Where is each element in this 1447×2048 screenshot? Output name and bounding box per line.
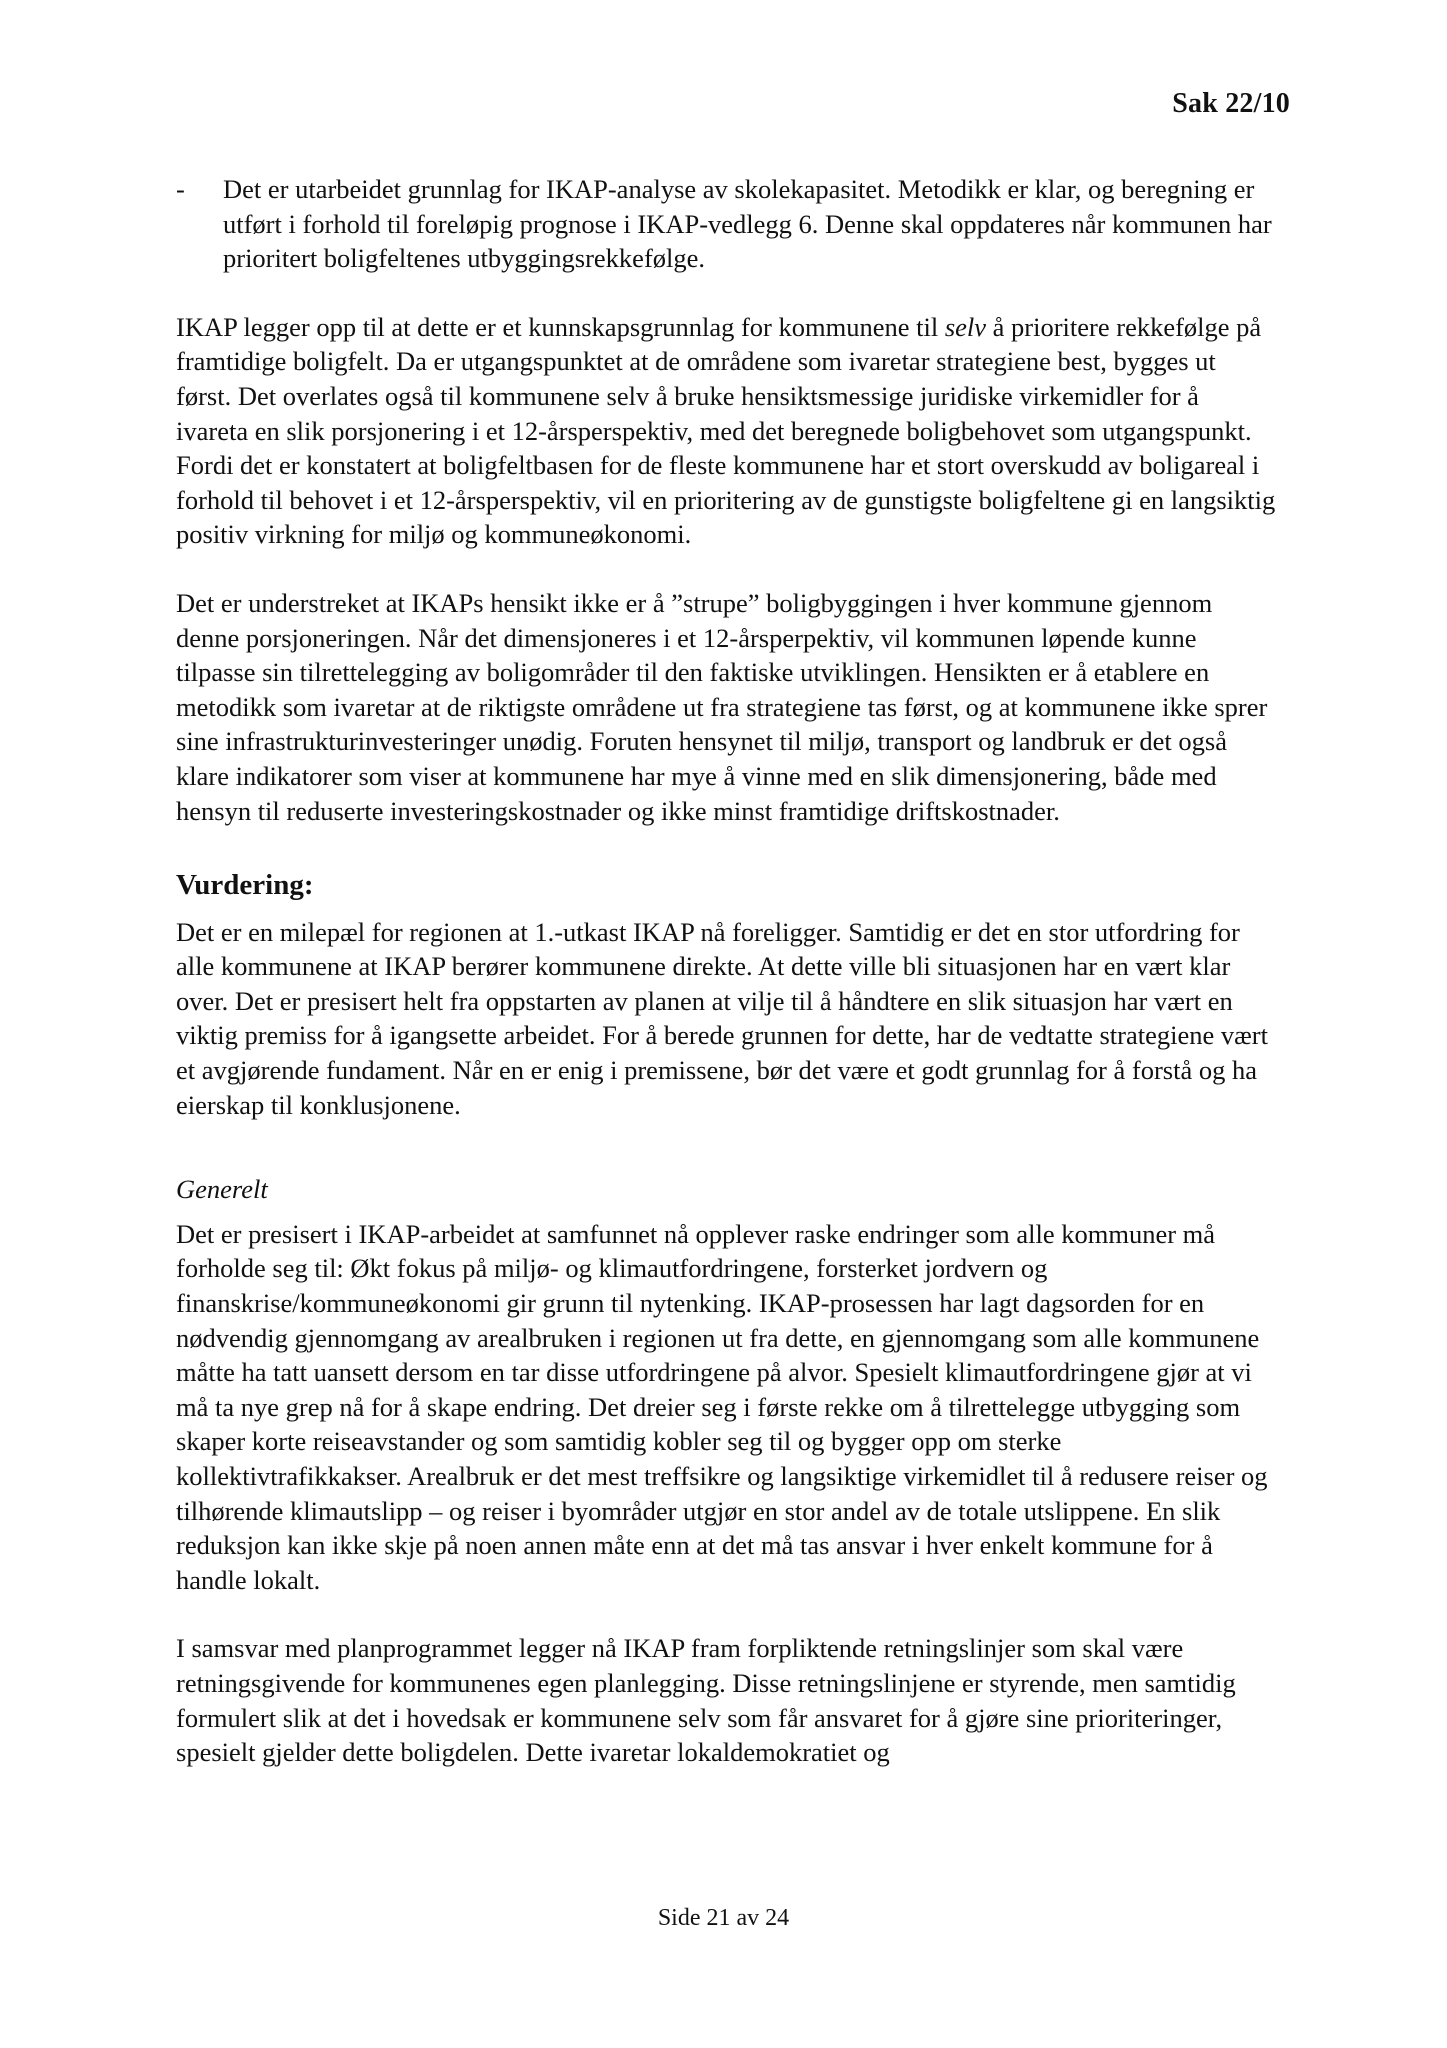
subheading-generelt: Generelt <box>176 1174 268 1205</box>
bullet-text: Det er utarbeidet grunnlag for IKAP-analyse av skolekapasitet. Metodikk er klar, og beregning er utført i forhold til foreløpig prognose i IKAP-vedlegg 6. Denne skal oppdateres når kommunen har prioritert boligfeltenes utbyggingsrekkefølge. <box>223 174 1272 274</box>
paragraph-text: IKAP legger opp til at dette er et kunnskapsgrunnlag for kommunene til <box>176 311 945 342</box>
paragraph-text: å prioritere rekkefølge på framtidige boligfelt. Da er utgangspunktet at de områdene som ivaretar strategiene best, bygges ut først. Det overlates også til kommunene selv å bruke hensiktsmessige juridiske virkemidler for å ivareta en slik porsjonering i et 12-årsperspektiv, med det beregnede boligbehovet som utgangspunkt. Fordi det er konstatert at boligfeltbasen for de fleste kommunene har et stort overskudd av boligareal i forhold til behovet i et 12-årsperspektiv, vil en prioritering av de gunstigste boligfeltene gi en langsiktig positiv virkning for miljø og kommuneøkonomi. <box>176 311 1276 550</box>
case-number: Sak 22/10 <box>1172 88 1290 119</box>
document-body <box>176 172 1276 1804</box>
paragraph-milepael: Det er en milepæl for regionen at 1.-utkast IKAP nå foreligger. Samtidig er det en stor utfordring for alle kommunene at IKAP berører kommunene direkte. At dette ville bli situasjonen har en vært klar over. Det er presisert helt fra oppstarten av planen at vilje til å håndtere en slik situasjon har vært en viktig premiss for å igangsette arbeidet. For å berede grunnen for dette, har de vedtatte strategiene vært et avgjørende fundament. Når en er enig i premissene, bør det være et godt grunnlag for å forstå og ha eierskap til konklusjonene. <box>176 916 1268 1120</box>
emphasis-selv: selv <box>944 311 987 342</box>
section-heading-vurdering: Vurdering: <box>176 869 314 902</box>
paragraph-kunnskapsgrunnlag <box>176 310 1276 552</box>
paragraph-generelt: Det er presisert i IKAP-arbeidet at samfunnet nå opplever raske endringer som alle kommuner må forholde seg til: Økt fokus på miljø- og klimautfordringene, forsterket jordvern og finanskrise/kommuneøkonomi gir grunn til nytenking. IKAP-prosessen har lagt dagsorden for en nødvendig gjennomgang av arealbruken i regionen ut fra dette, en gjennomgang som alle kommunene måtte ha tatt uansett dersom en tar disse utfordringene på alvor. Spesielt klimautfordringene gjør at vi må ta nye grep nå for å skape endring. Det dreier seg i første rekke om å tilrettelegge utbygging som skaper korte reiseavstander og som samtidig kobler seg til og bygger opp om sterke kollektivtrafikkakser. Arealbruk er det mest treffsikre og langsiktige virkemidlet til å redusere reiser og tilhørende klimautslipp – og reiser i byområder utgjør en stor andel av de totale utslippene. En slik reduksjon kan ikke skje på noen annen måte enn at det må tas ansvar i hver enkelt kommune for å handle lokalt. <box>176 1218 1268 1595</box>
paragraph-samsvar: I samsvar med planprogrammet legger nå IKAP fram forpliktende retningslinjer som skal være retningsgivende for kommunenes egen planlegging. Disse retningslinjene er styrende, men samtidig formulert slik at det i hovedsak er kommunene selv som får ansvaret for å gjøre sine prioriteringer, spesielt gjelder dette boligdelen. Dette ivaretar lokaldemokratiet og <box>176 1633 1236 1768</box>
bullet-dash: - <box>176 174 185 204</box>
page-number: Side 21 av 24 <box>657 1905 790 1931</box>
paragraph-hensikt: Det er understreket at IKAPs hensikt ikke er å ”strupe” boligbyggingen i hver kommune gjennom denne porsjoneringen. Når det dimensjoneres i et 12-årsperpektiv, vil kommunen løpende kunne tilpasse sin tilrettelegging av boligområder til den faktiske utviklingen. Hensikten er å etablere en metodikk som ivaretar at de riktigste områdene ut fra strategiene tas først, og at kommunene ikke sprer sine infrastrukturinvesteringer unødig. Foruten hensynet til miljø, transport og landbruk er det også klare indikatorer som viser at kommunene har mye å vinne med en slik dimensjonering, både med hensyn til reduserte investeringskostnader og ikke minst framtidige driftskostnader. <box>176 587 1268 826</box>
bullet-item <box>176 172 1276 276</box>
